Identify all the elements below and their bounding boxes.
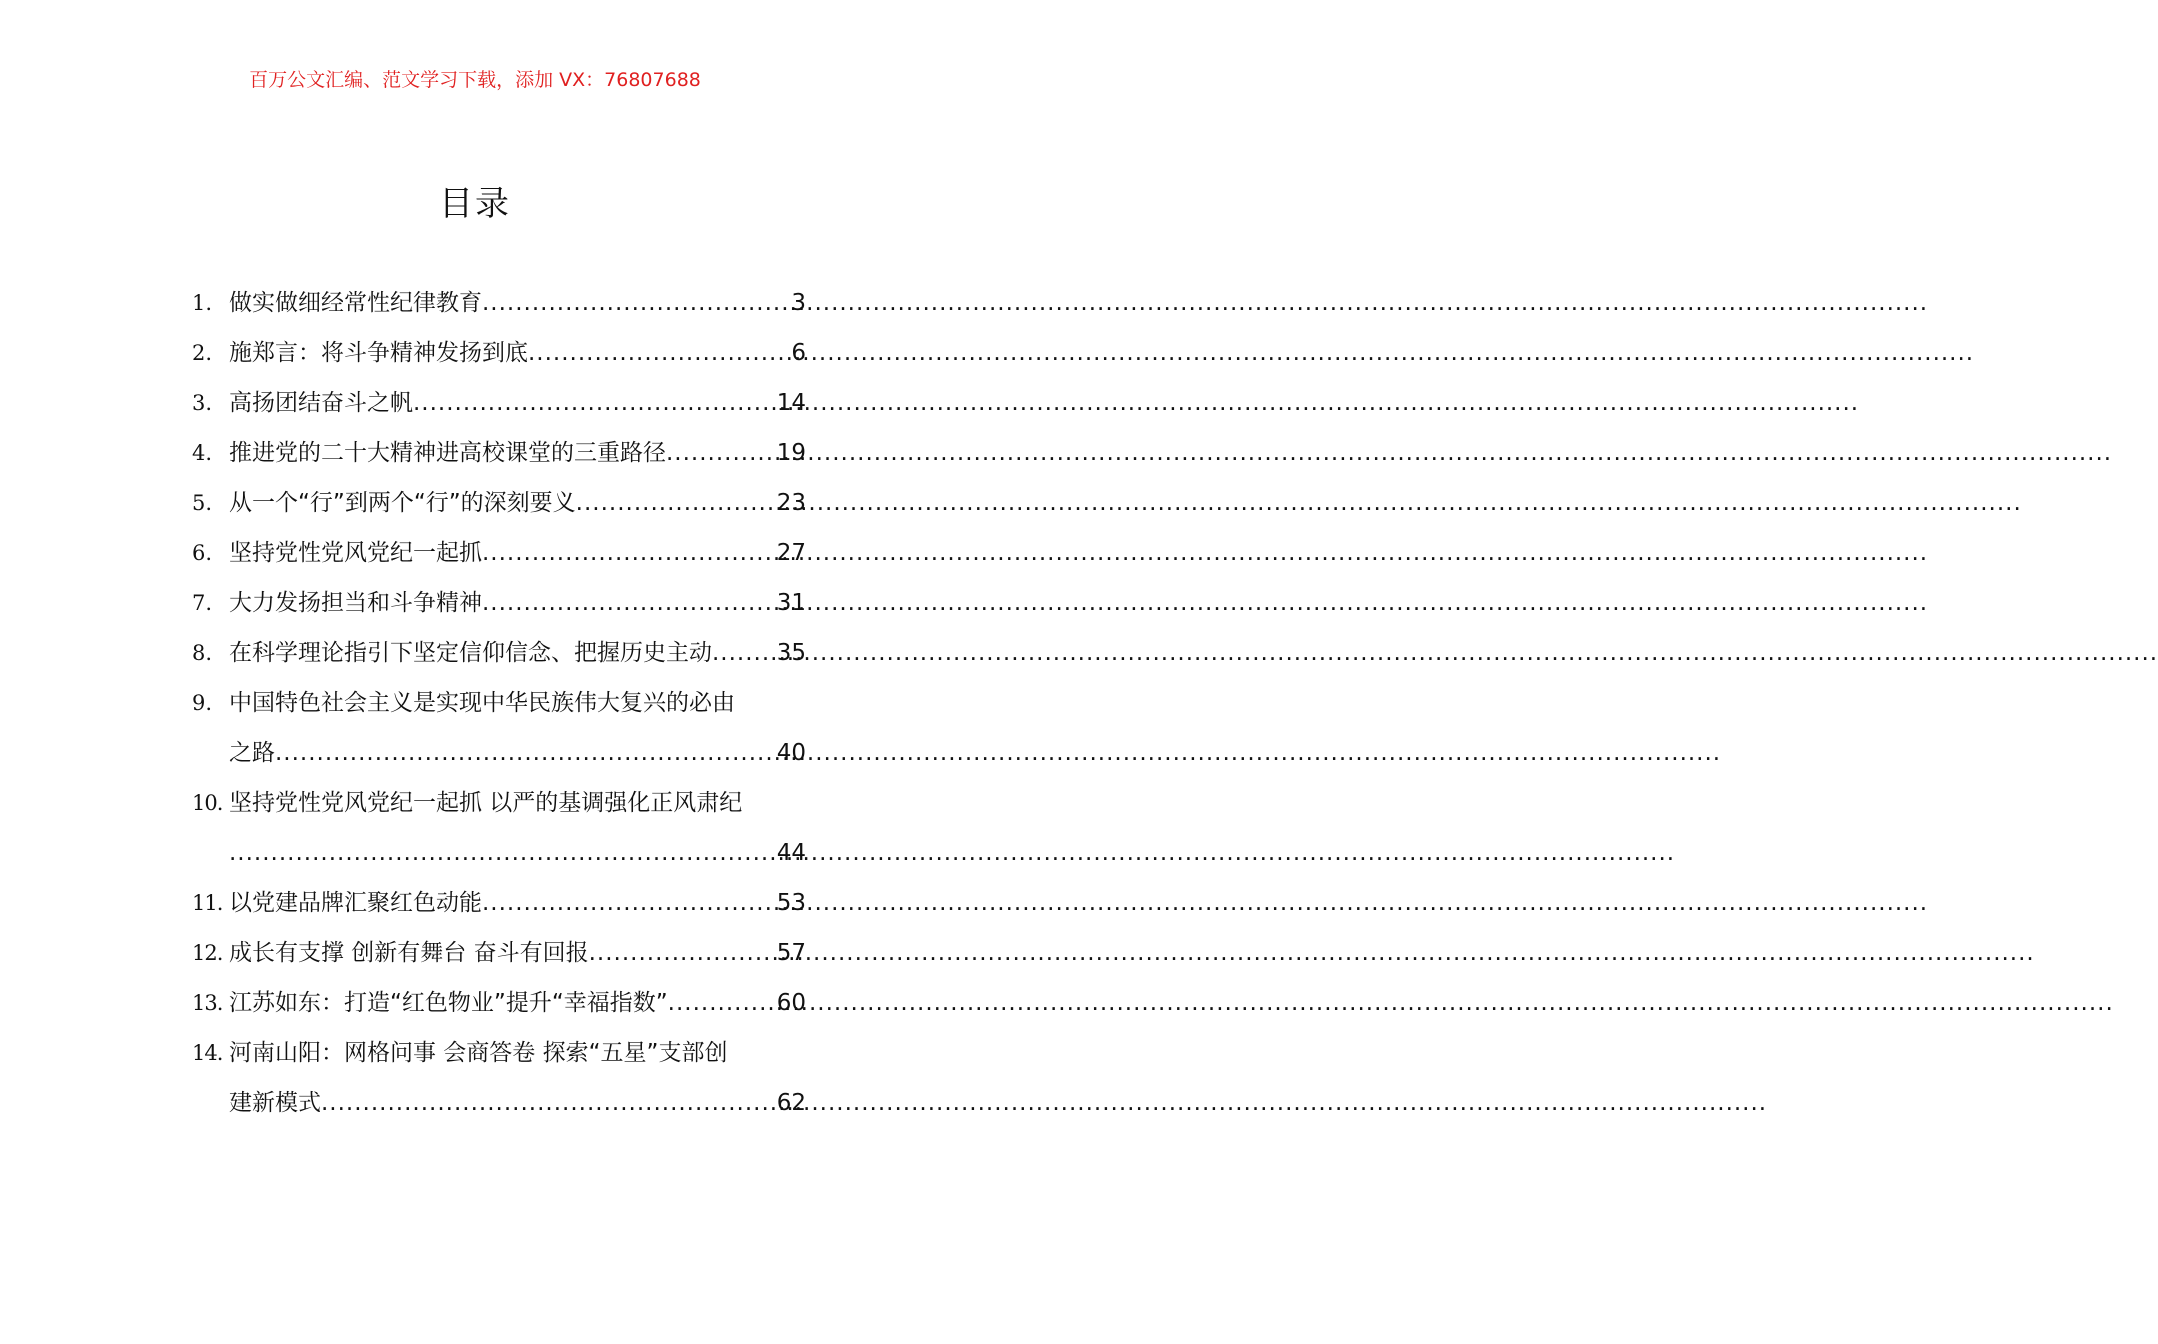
toc-entry[interactable] bbox=[192, 1028, 806, 1128]
toc-entry-number: 2. bbox=[192, 341, 213, 365]
toc-entry-number: 8. bbox=[192, 641, 213, 665]
toc-entry-page: 3 bbox=[791, 290, 806, 316]
toc-leader-dots bbox=[275, 728, 775, 778]
toc-entry-page: 35 bbox=[776, 640, 806, 666]
toc-entry-number: 6. bbox=[192, 541, 213, 565]
toc-leader-dots bbox=[321, 1078, 775, 1128]
toc-entry-number: 4. bbox=[192, 441, 213, 465]
toc-entry-title: 以党建品牌汇聚红色动能 bbox=[229, 890, 482, 916]
toc-entry-title: 推进党的二十大精神进高校课堂的三重路径 bbox=[229, 440, 666, 466]
toc-entry-page: 62 bbox=[776, 1090, 806, 1116]
toc-entry-number: 10. bbox=[192, 791, 223, 815]
toc-leader-dots bbox=[482, 278, 789, 328]
toc-entry-page: 57 bbox=[776, 940, 806, 966]
toc-entry[interactable] bbox=[192, 528, 806, 578]
toc-leader-dots bbox=[576, 478, 775, 528]
toc-entry-number: 11. bbox=[192, 891, 223, 915]
toc-entry[interactable] bbox=[192, 628, 806, 678]
toc-leader-dots bbox=[482, 578, 775, 628]
toc-entry-title-continued: 建新模式 bbox=[229, 1090, 321, 1116]
toc-entry-title: 从一个“行”到两个“行”的深刻要义 bbox=[229, 490, 576, 516]
toc-entry[interactable] bbox=[192, 478, 806, 528]
toc-entry-number: 14. bbox=[192, 1041, 223, 1065]
toc-entry-title: 高扬团结奋斗之帆 bbox=[229, 390, 413, 416]
toc-entry[interactable] bbox=[192, 928, 806, 978]
toc-entry[interactable] bbox=[192, 378, 806, 428]
toc-entry[interactable] bbox=[192, 978, 806, 1028]
toc-entry-page: 14 bbox=[776, 390, 806, 416]
toc-entry-title-continued: 之路 bbox=[229, 740, 275, 766]
toc-leader-dots bbox=[668, 978, 775, 1028]
toc-entry-title: 施郑言：将斗争精神发扬到底 bbox=[229, 340, 528, 366]
toc-leader-dots bbox=[482, 528, 775, 578]
toc-entry-title: 江苏如东：打造“红色物业”提升“幸福指数” bbox=[229, 990, 668, 1016]
toc-entry-title: 中国特色社会主义是实现中华民族伟大复兴的必由 bbox=[229, 690, 735, 716]
toc-entry-page: 19 bbox=[776, 440, 806, 466]
toc-entry[interactable] bbox=[192, 778, 806, 878]
toc-leader-dots bbox=[666, 428, 775, 478]
header-note: 百万公文汇编、范文学习下载，添加 VX：76807688 bbox=[249, 69, 701, 91]
toc-entry-number: 5. bbox=[192, 491, 213, 515]
toc-entry-page: 44 bbox=[776, 840, 806, 866]
toc-entry-number: 3. bbox=[192, 391, 213, 415]
toc-leader-dots bbox=[229, 828, 775, 878]
table-of-contents bbox=[192, 278, 806, 1128]
toc-entry-number: 1. bbox=[192, 291, 213, 315]
toc-entry[interactable] bbox=[192, 878, 806, 928]
toc-entry-title: 坚持党性党风党纪一起抓 以严的基调强化正风肃纪 bbox=[229, 790, 743, 816]
toc-entry-title: 在科学理论指引下坚定信仰信念、把握历史主动 bbox=[229, 640, 712, 666]
toc-leader-dots bbox=[528, 328, 789, 378]
toc-leader-dots bbox=[413, 378, 775, 428]
toc-entry-title: 坚持党性党风党纪一起抓 bbox=[229, 540, 482, 566]
toc-entry-page: 23 bbox=[776, 490, 806, 516]
toc-leader-dots bbox=[482, 878, 775, 928]
toc-entry-number: 9. bbox=[192, 691, 213, 715]
toc-entry[interactable] bbox=[192, 278, 806, 328]
toc-entry-page: 31 bbox=[776, 590, 806, 616]
toc-entry-page: 53 bbox=[776, 890, 806, 916]
toc-entry-title: 大力发扬担当和斗争精神 bbox=[229, 590, 482, 616]
toc-leader-dots bbox=[712, 628, 775, 678]
toc-entry-title: 做实做细经常性纪律教育 bbox=[229, 290, 482, 316]
toc-entry-number: 12. bbox=[192, 941, 223, 965]
toc-leader-dots bbox=[589, 928, 775, 978]
toc-entry[interactable] bbox=[192, 328, 806, 378]
toc-entry-title: 河南山阳：网格问事 会商答卷 探索“五星”支部创 bbox=[229, 1040, 728, 1066]
toc-entry[interactable] bbox=[192, 428, 806, 478]
toc-entry-title: 成长有支撑 创新有舞台 奋斗有回报 bbox=[229, 940, 589, 966]
toc-entry-page: 60 bbox=[776, 990, 806, 1016]
toc-entry[interactable] bbox=[192, 678, 806, 778]
toc-entry-page: 6 bbox=[791, 340, 806, 366]
toc-entry[interactable] bbox=[192, 578, 806, 628]
page-title: 目录 bbox=[439, 184, 511, 224]
toc-entry-page: 40 bbox=[776, 740, 806, 766]
toc-entry-number: 13. bbox=[192, 991, 223, 1015]
toc-entry-number: 7. bbox=[192, 591, 213, 615]
toc-entry-page: 27 bbox=[776, 540, 806, 566]
